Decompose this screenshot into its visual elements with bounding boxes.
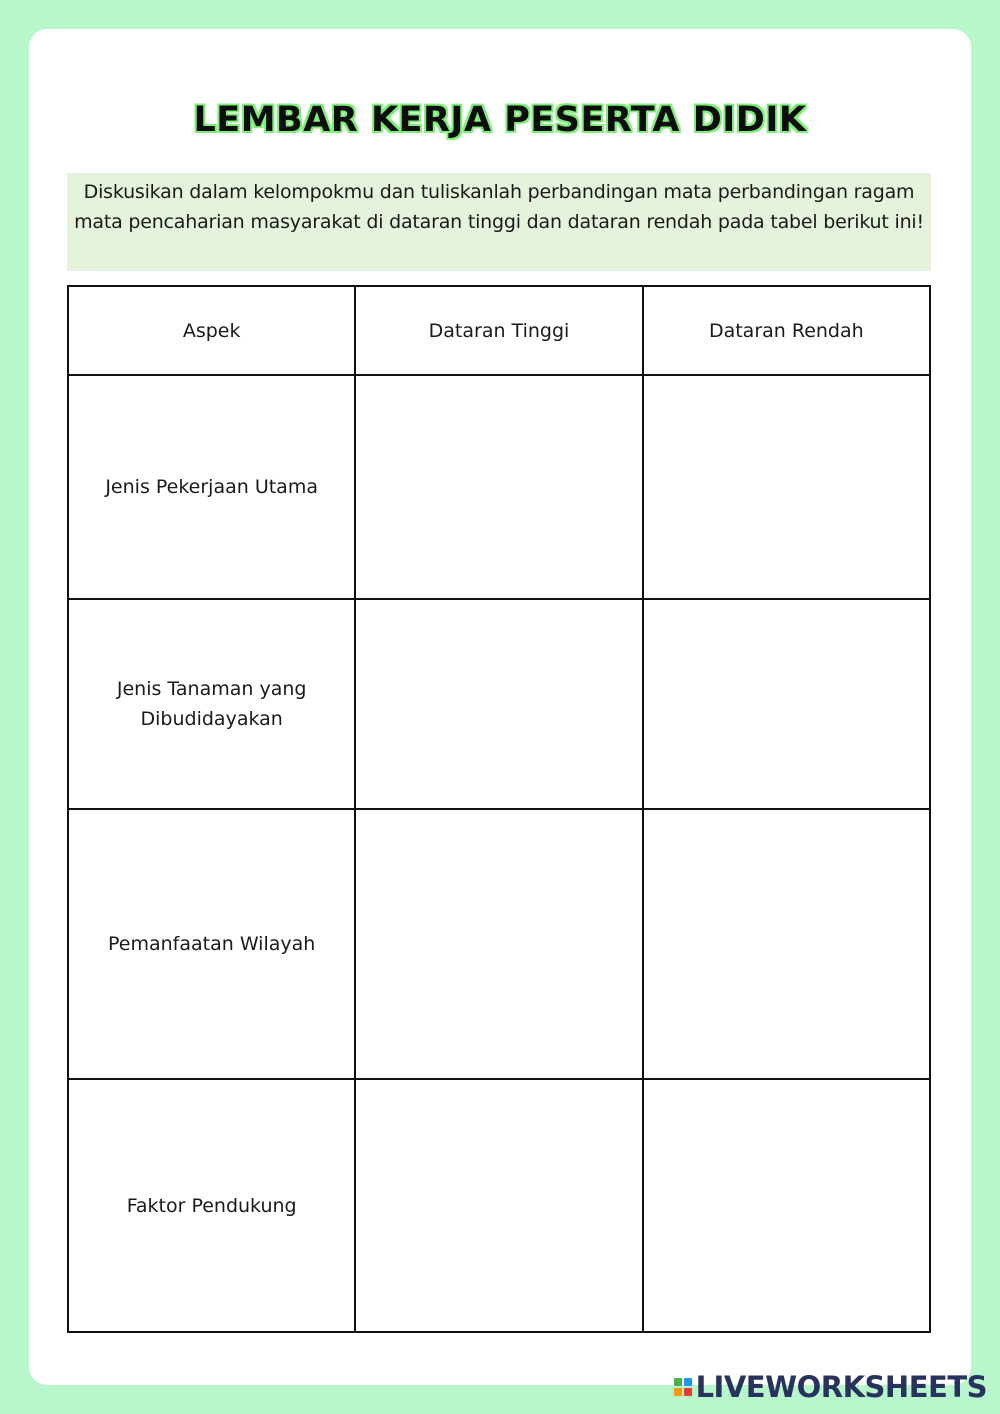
- logo-square: [674, 1388, 682, 1396]
- table-row: [68, 1079, 930, 1332]
- page-title: LEMBAR KERJA PESERTA DIDIK: [193, 100, 807, 140]
- logo-square: [684, 1388, 692, 1396]
- table-row: [68, 375, 930, 599]
- answer-dataran-rendah-cell[interactable]: [643, 599, 930, 809]
- answer-dataran-tinggi-cell[interactable]: [355, 599, 642, 809]
- liveworksheets-brand[interactable]: [674, 1370, 987, 1404]
- aspect-cell: Pemanfaatan Wilayah: [68, 809, 355, 1079]
- answer-dataran-rendah-cell[interactable]: [643, 375, 930, 599]
- header-aspek: Aspek: [68, 286, 355, 375]
- aspect-cell: Faktor Pendukung: [68, 1079, 355, 1332]
- answer-dataran-rendah-cell[interactable]: [643, 1079, 930, 1332]
- answer-dataran-tinggi-cell[interactable]: [355, 1079, 642, 1332]
- header-dataran-rendah: Dataran Rendah: [643, 286, 930, 375]
- logo-square: [674, 1378, 682, 1386]
- aspect-cell: Jenis Pekerjaan Utama: [68, 375, 355, 599]
- brand-name: LIVEWORKSHEETS: [695, 1370, 987, 1404]
- comparison-table: [67, 285, 931, 1333]
- table-row: [68, 809, 930, 1079]
- answer-dataran-rendah-cell[interactable]: [643, 809, 930, 1079]
- table-row: [68, 599, 930, 809]
- logo-square: [684, 1378, 692, 1386]
- answer-dataran-tinggi-cell[interactable]: [355, 375, 642, 599]
- table-header-row: [68, 286, 930, 375]
- answer-dataran-tinggi-cell[interactable]: [355, 809, 642, 1079]
- instruction-box: Diskusikan dalam kelompokmu dan tuliskanlah perbandingan mata perbandingan ragam mata pencaharian masyarakat di dataran tinggi dan dataran rendah pada tabel berikut ini!: [67, 173, 931, 271]
- liveworksheets-logo-icon: [674, 1378, 692, 1396]
- aspect-cell: Jenis Tanaman yang Dibudidayakan: [68, 599, 355, 809]
- header-dataran-tinggi: Dataran Tinggi: [355, 286, 642, 375]
